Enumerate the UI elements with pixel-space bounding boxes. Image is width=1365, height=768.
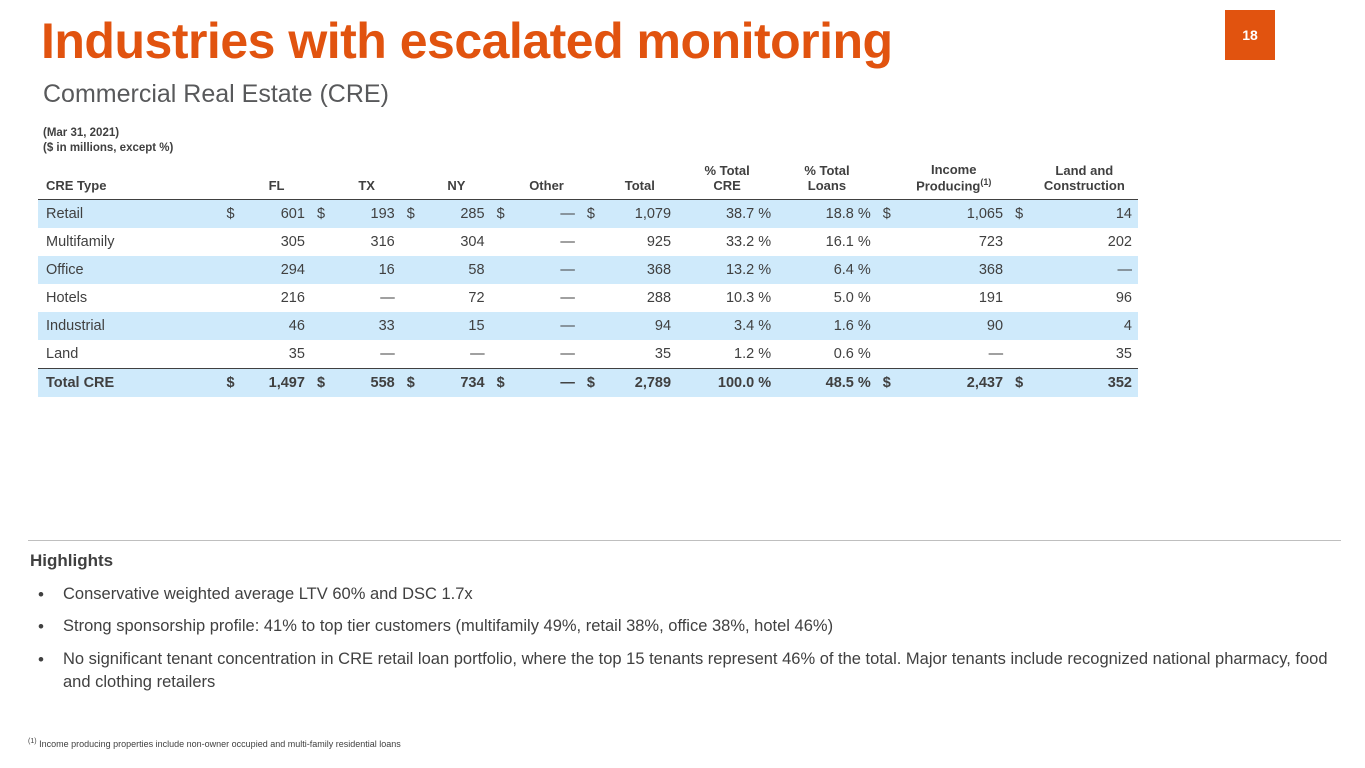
- cell-tx-currency: [311, 228, 333, 256]
- cell-income-producing-currency: [877, 340, 899, 369]
- page-title: Industries with escalated monitoring: [41, 13, 893, 69]
- cell-tx-currency: [311, 312, 333, 340]
- row-label: Office: [38, 256, 221, 284]
- header-total-currency: [581, 160, 603, 200]
- cell-other: —: [512, 256, 581, 284]
- table-note: [43, 126, 173, 156]
- cell-pct-total-loans: 6.4 %: [777, 256, 877, 284]
- cell-fl: 35: [288, 346, 305, 363]
- cell-pct-total-cre: 3.4 %: [677, 312, 777, 340]
- cell-land-construction-currency: [1009, 284, 1031, 312]
- cell-fl-currency: $: [221, 200, 243, 229]
- page-number-badge: 18: [1225, 10, 1275, 60]
- cell-pct-total-loans: 1.6 %: [777, 312, 877, 340]
- cell-total: 1,079: [603, 200, 678, 229]
- cell-fl: 294: [242, 256, 311, 284]
- cell-total: 368: [603, 256, 678, 284]
- section-divider: [28, 540, 1341, 541]
- cell-ny-currency: [401, 256, 423, 284]
- cell-income-producing: 1,065: [898, 200, 1009, 229]
- header-fl-currency: [221, 160, 243, 200]
- cell-pct-total-loans: 16.1 %: [825, 234, 871, 251]
- table-row: [38, 284, 1138, 312]
- cell-land-construction-currency: [1009, 256, 1031, 284]
- header-pct-total-loans-line1: % Total: [804, 163, 850, 179]
- cell-income-producing: —: [988, 346, 1004, 363]
- cre-table: [38, 160, 1138, 397]
- cell-other-currency: $: [491, 369, 513, 398]
- cell-fl: 305: [280, 234, 305, 251]
- cell-land-construction: 202: [1107, 234, 1132, 251]
- header-pct-total-cre-line1: % Total: [704, 163, 750, 179]
- cell-other: —: [560, 346, 575, 363]
- cell-land-construction-currency: [1009, 340, 1031, 369]
- cell-income-producing: 723: [978, 234, 1004, 251]
- table-row: [38, 200, 1138, 229]
- table-total-row: [38, 369, 1138, 398]
- header-tx: TX: [333, 160, 401, 200]
- cell-ny-currency: [401, 340, 423, 369]
- cell-total-currency: $: [581, 200, 603, 229]
- cell-land-construction-currency: [1009, 228, 1031, 256]
- cell-other: —: [512, 200, 581, 229]
- cell-total: 35: [654, 346, 672, 363]
- cell-pct-total-cre: 10.3 %: [725, 290, 772, 307]
- cell-pct-total-loans: 5.0 %: [833, 290, 871, 307]
- cell-land-construction-currency: $: [1009, 369, 1031, 398]
- header-land-construction-line1: Land and: [1055, 163, 1114, 179]
- header-fl: FL: [242, 160, 311, 200]
- cell-fl: 1,497: [242, 369, 311, 398]
- cell-tx: 16: [333, 256, 401, 284]
- cell-total-currency: [581, 228, 603, 256]
- row-label: Industrial: [38, 312, 221, 340]
- cell-other-currency: [491, 312, 513, 340]
- cell-fl-currency: [221, 340, 243, 369]
- footnote-marker: (1): [28, 738, 37, 745]
- cell-ny-currency: [401, 284, 423, 312]
- cell-pct-total-cre: 100.0 %: [677, 369, 777, 398]
- cell-fl: 216: [280, 290, 305, 307]
- cell-other-currency: $: [491, 200, 513, 229]
- table-row: [38, 228, 1138, 256]
- header-cre-type: CRE Type: [38, 160, 221, 200]
- list-item: • Strong sponsorship profile: 41% to top tier customers (multifamily 49%, retail 38%, office 38%, hotel 46%): [30, 615, 1330, 638]
- cell-tx: 33: [333, 312, 401, 340]
- cell-income-producing: 368: [898, 256, 1009, 284]
- cell-pct-total-cre: 38.7 %: [677, 200, 777, 229]
- cell-total: 288: [646, 290, 672, 307]
- row-label: Hotels: [46, 290, 88, 307]
- cell-fl-currency: [221, 312, 243, 340]
- header-pct-total-cre-line2: CRE: [713, 178, 741, 194]
- cell-tx: —: [380, 290, 395, 307]
- cell-tx-currency: $: [311, 369, 333, 398]
- cell-income-producing-currency: [877, 228, 899, 256]
- cell-other-currency: [491, 228, 513, 256]
- row-label: Retail: [38, 200, 221, 229]
- cell-ny: 15: [422, 312, 490, 340]
- cell-other: —: [512, 312, 581, 340]
- cell-pct-total-cre: 13.2 %: [677, 256, 777, 284]
- cell-tx-currency: [311, 284, 333, 312]
- cell-fl-currency: [221, 228, 243, 256]
- header-other-currency: [491, 160, 513, 200]
- cell-tx: 193: [333, 200, 401, 229]
- cell-land-construction: 96: [1115, 290, 1132, 307]
- header-income-producing-line1: Income: [930, 162, 977, 177]
- footnote: [28, 738, 401, 749]
- cell-income-producing: 191: [978, 290, 1004, 307]
- header-income-producing-line2: [904, 177, 1003, 193]
- header-income-producing-currency: [877, 160, 899, 200]
- cell-fl-currency: [221, 284, 243, 312]
- cell-tx: 558: [333, 369, 401, 398]
- cell-pct-total-loans: 48.5 %: [777, 369, 877, 398]
- header-land-construction: [1031, 160, 1138, 200]
- header-income-producing-text: Producing: [916, 178, 981, 194]
- table-row: [38, 340, 1138, 369]
- cell-income-producing-currency: [877, 312, 899, 340]
- cell-ny-currency: $: [401, 200, 423, 229]
- cell-ny: —: [470, 346, 485, 363]
- table-header-row: [38, 160, 1138, 200]
- header-pct-total-loans: [777, 160, 877, 200]
- cell-total: 925: [646, 234, 672, 251]
- cell-other: —: [560, 234, 575, 251]
- cell-total: 2,789: [603, 369, 678, 398]
- header-tx-currency: [311, 160, 333, 200]
- cell-ny-currency: $: [401, 369, 423, 398]
- cell-tx-currency: [311, 340, 333, 369]
- cell-income-producing-currency: $: [877, 369, 899, 398]
- table-row: [38, 256, 1138, 284]
- cell-fl-currency: $: [221, 369, 243, 398]
- cell-ny-currency: [401, 228, 423, 256]
- cell-ny: 304: [460, 234, 485, 251]
- cell-total-currency: $: [581, 369, 603, 398]
- cell-total: 94: [603, 312, 678, 340]
- cell-income-producing-currency: $: [877, 200, 899, 229]
- cell-total-currency: [581, 284, 603, 312]
- cell-land-construction: 4: [1031, 312, 1138, 340]
- header-ny-currency: [401, 160, 423, 200]
- header-land-construction-currency: [1009, 160, 1031, 200]
- cell-other: —: [512, 369, 581, 398]
- list-item: • No significant tenant concentration in CRE retail loan portfolio, where the top 15 tenants represent 46% of the total. Major tenants include recognized national pharmacy, food and clothing retailers: [30, 648, 1330, 695]
- cell-tx-currency: $: [311, 200, 333, 229]
- cell-land-construction: 352: [1031, 369, 1138, 398]
- header-ny: NY: [422, 160, 490, 200]
- cell-ny-currency: [401, 312, 423, 340]
- cell-income-producing: 2,437: [898, 369, 1009, 398]
- row-label: Total CRE: [38, 369, 221, 398]
- cell-tx: —: [380, 346, 395, 363]
- list-item: • Conservative weighted average LTV 60% and DSC 1.7x: [30, 583, 1330, 606]
- cell-pct-total-cre: 1.2 %: [734, 346, 772, 363]
- cell-pct-total-loans: 0.6 %: [833, 346, 871, 363]
- cell-income-producing: 90: [898, 312, 1009, 340]
- row-label: Land: [46, 346, 79, 363]
- table-note-date: (Mar 31, 2021): [43, 127, 120, 139]
- header-pct-total-loans-line2: Loans: [807, 178, 847, 194]
- cell-tx-currency: [311, 256, 333, 284]
- table-note-units: ($ in millions, except %): [43, 141, 174, 154]
- header-pct-total-cre: [677, 160, 777, 200]
- highlights-list: [30, 583, 1330, 704]
- header-income-producing-footnote-ref: (1): [980, 177, 992, 187]
- cell-other-currency: [491, 340, 513, 369]
- cell-other-currency: [491, 256, 513, 284]
- cell-ny: 58: [422, 256, 490, 284]
- cell-other: —: [560, 290, 575, 307]
- cell-land-construction-currency: [1009, 312, 1031, 340]
- cell-ny: 72: [468, 290, 485, 307]
- header-other: Other: [512, 160, 581, 200]
- cell-income-producing-currency: [877, 284, 899, 312]
- cell-land-construction-currency: $: [1009, 200, 1031, 229]
- cell-fl: 601: [242, 200, 311, 229]
- cell-total-currency: [581, 312, 603, 340]
- cell-fl-currency: [221, 256, 243, 284]
- cell-fl: 46: [242, 312, 311, 340]
- cell-land-construction: —: [1031, 256, 1138, 284]
- highlights-title: Highlights: [30, 551, 114, 570]
- cell-total-currency: [581, 340, 603, 369]
- cell-income-producing-currency: [877, 256, 899, 284]
- cell-tx: 316: [370, 234, 395, 251]
- header-total: Total: [603, 160, 678, 200]
- footnote-text: Income producing properties include non-owner occupied and multi-family residential loans: [36, 739, 401, 749]
- cell-land-construction: 35: [1115, 346, 1132, 363]
- cell-total-currency: [581, 256, 603, 284]
- cell-ny: 285: [422, 200, 490, 229]
- cell-other-currency: [491, 284, 513, 312]
- table-row: [38, 312, 1138, 340]
- page-subtitle: Commercial Real Estate (CRE): [43, 80, 389, 108]
- header-land-construction-line2: Construction: [1043, 178, 1125, 194]
- cell-land-construction: 14: [1031, 200, 1138, 229]
- cell-pct-total-cre: 33.2 %: [725, 234, 772, 251]
- header-income-producing: [898, 160, 1009, 200]
- cell-pct-total-loans: 18.8 %: [777, 200, 877, 229]
- row-label: Multifamily: [46, 234, 115, 251]
- cell-ny: 734: [422, 369, 490, 398]
